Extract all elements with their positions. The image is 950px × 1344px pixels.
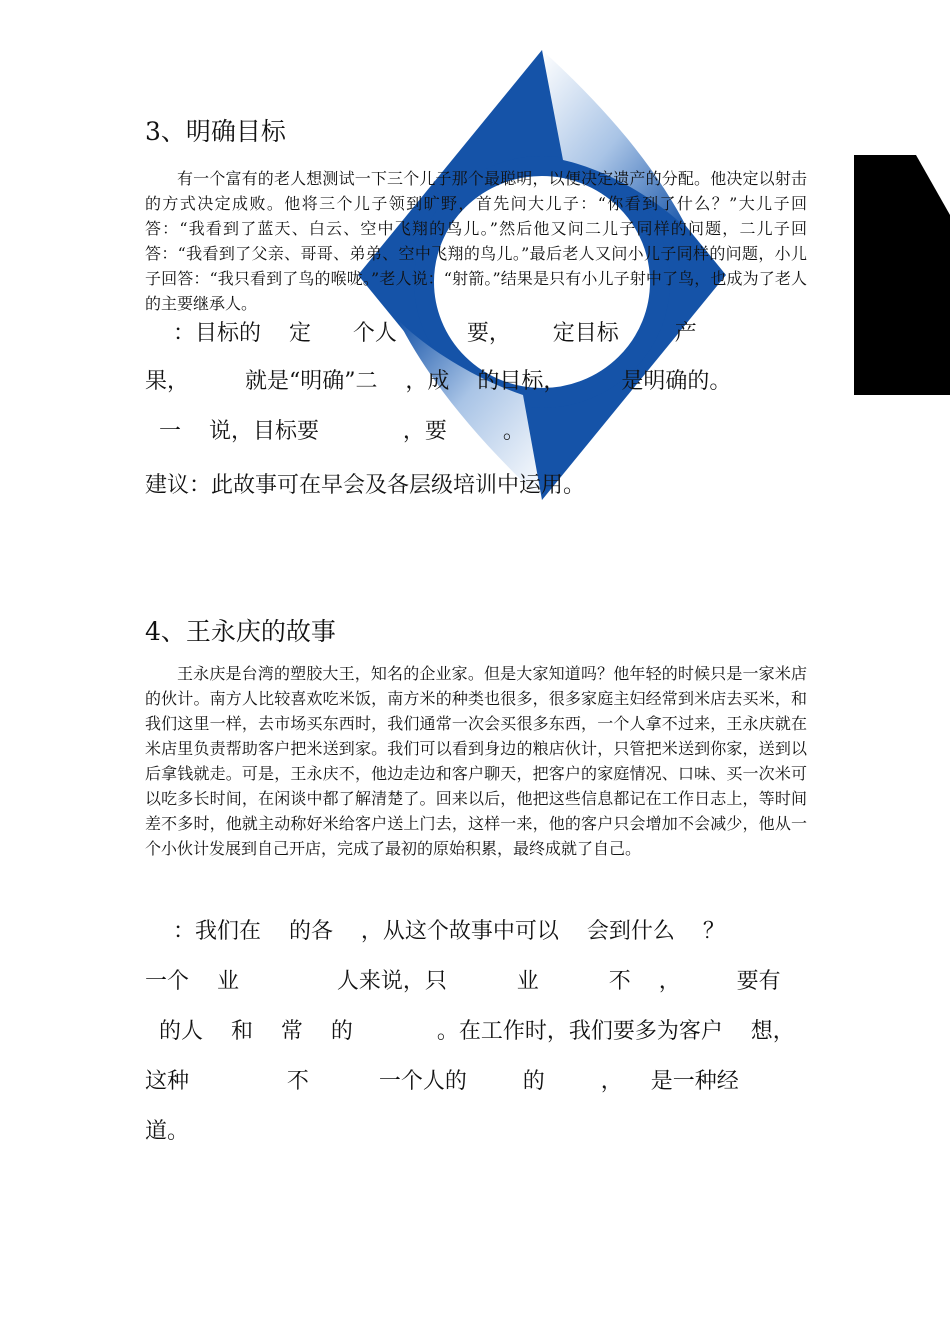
section-3-story (145, 166, 807, 316)
section-4-line-2: 一个 业 人来说，只 业 不 ， 要有 (145, 969, 781, 994)
section-4-line-4: 这种 不 一个人的 的 ， 是一种经 (145, 1069, 739, 1094)
section-3-line-2: 果， 就是“明确”二 ，成 的目标， 是明确的。 (145, 369, 732, 394)
section-3-line-1: ：目标的 定 个人 要， 定目标 产 (145, 321, 697, 346)
section-3-title: 3、明确目标 (145, 117, 286, 146)
section-4-line-1: ：我们在 的各 ，从这个故事中可以 会到什么 ？ (145, 919, 725, 944)
section-3-suggestion: 建议：此故事可在早会及各层级培训中运用。 (145, 473, 586, 498)
section-3-line-3: 一 说，目标要 ，要 。 (145, 419, 525, 444)
section-3-story-text: 有一个富有的老人想测试一下三个儿子那个最聪明，以便决定遗产的分配。他决定以射击的方式决定成败。他将三个儿子领到旷野，首先问大儿子：“你看到了什么？”大儿子回答：“我看到了蓝天、白云、空中飞翔的鸟儿。”然后他又问二儿子同样的问题，二儿子回答：“我看到了父亲、哥哥、弟弟、空中飞翔的鸟儿。”最后老人又问小儿子同样的问题，小儿子回答：“我只看到了鸟的喉咙。”老人说：“射箭。”结果是只有小儿子射中了鸟，也成为了老人的主要继承人。 (145, 169, 807, 313)
section-4-story (145, 661, 807, 861)
section-4-line-3: 的人 和 常 的 。在工作时，我们要多为客户 想， (145, 1019, 795, 1044)
section-4-title: 4、王永庆的故事 (145, 617, 336, 646)
section-4-story-text: 王永庆是台湾的塑胶大王，知名的企业家。但是大家知道吗？他年轻的时候只是一家米店的伙计。南方人比较喜欢吃米饭，南方米的种类也很多，很多家庭主妇经常到米店去买米，和我们这里一样，去市场买东西时，我们通常一次会买很多东西，一个人拿不过来，王永庆就在米店里负责帮助客户把米送到家。我们可以看到身边的粮店伙计，只管把米送到你家，送到以后拿钱就走。可是，王永庆不，他边走边和客户聊天，把客户的家庭情况、口味、买一次米可以吃多长时间，在闲谈中都了解清楚了。回来以后，他把这些信息都记在工作日志上，等时间差不多时，他就主动称好米给客户送上门去，这样一来，他的客户只会增加不会减少，他从一个小伙计发展到自己开店，完成了最初的原始积累，最终成就了自己。 (145, 664, 807, 858)
section-4-line-5: 道。 (145, 1119, 190, 1144)
